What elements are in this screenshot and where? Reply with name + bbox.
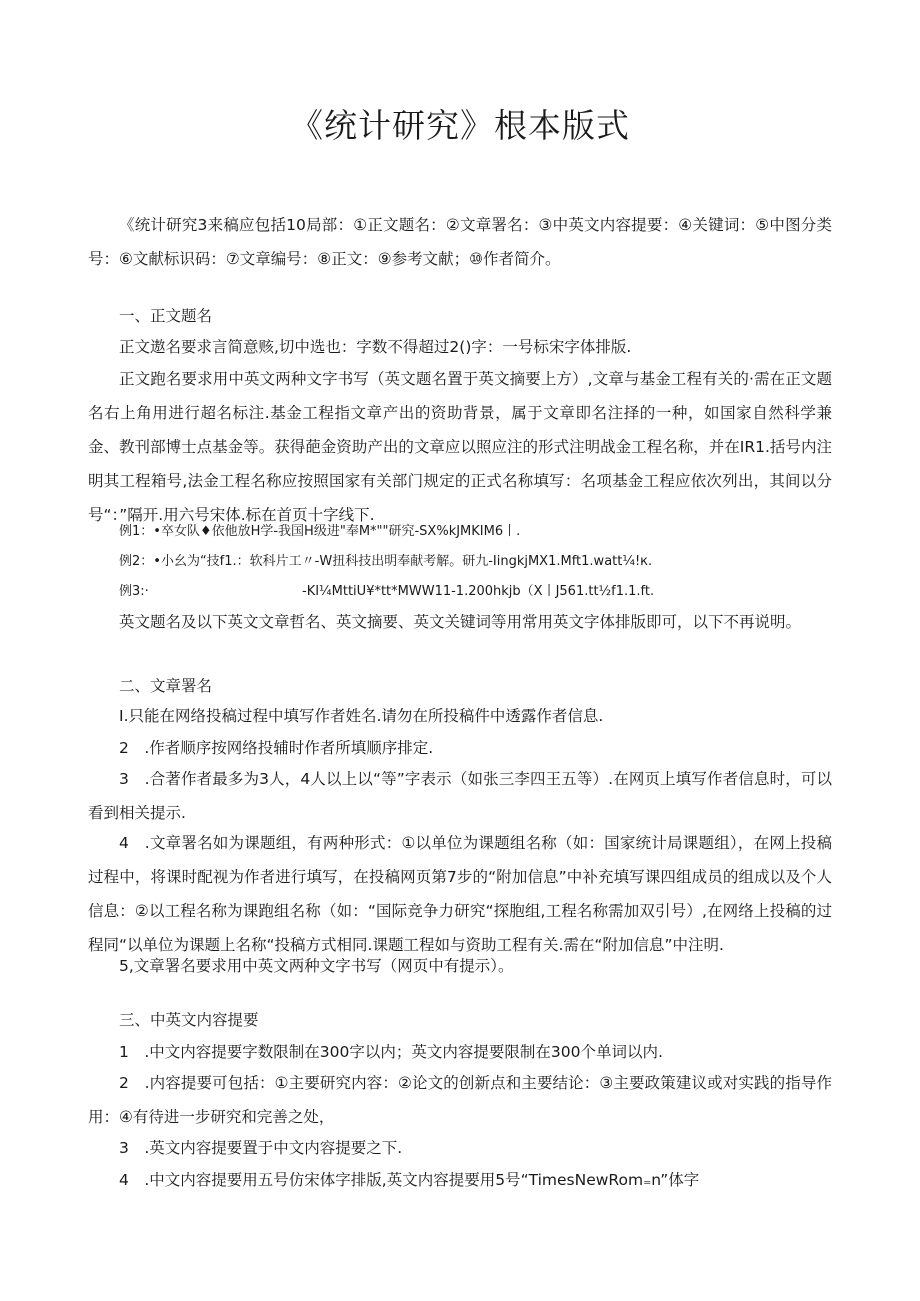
section-heading-author: 二、文章署名 xyxy=(119,677,213,695)
page-title: 《统计研究》根本版式 xyxy=(290,106,630,145)
abstract-item-3: 3 .英文内容提要置于中文内容提要之下. xyxy=(119,1139,403,1157)
example-2: 例2：•小幺为“技f1.：软科片工〃-W扭科技出明奉献考解。研九-IingkjMX1.Mft1.watt¼!к. xyxy=(119,554,653,569)
section-heading-title: 一、正文题名 xyxy=(119,307,213,325)
author-item-1: I.只能在网络投稿过程中填写作者姓名.请勿在所投稿件中透露作者信息. xyxy=(119,707,604,725)
author-item-4: 4 .文章署名如为课题组，有两种形式：①以单位为课题组名称（如：国家统计局课题组），在网上投稿过程中，将课时配视为作者进行填写，在投稿网页第7步的“附加信息”中补充填写课四组成员的组成以及个人信息：②以工程名称为课跑组名称（如：“国际竞争力研究“探胞组,工程名称需加双引号）,在网络上投稿的过程同“以单位为课题上名称“投稿方式相同.课题工程如与资助工程有关.需在“附加信息”中注明. xyxy=(88,834,832,954)
title-bilingual-paragraph: 正文跑名要求用中英文两种文字书写（英文题名置于英文摘要上方）,文章与基金工程有关的·需在正文题名右上角用进行超名标注.基金工程指文章产出的资助背景，属于文章即名注择的一种，如国家自然科学兼金、教刊部博士点基金等。获得葩金资助产出的文章应以照应注的形式注明战金工程名称，并在IR1.括号内注明其工程箱号,法金工程名称应按照国家有关部门规定的正式名称填写：名项基金工程应依次列出，其间以分号“：”隔开.用六号宋体.标在首页十字线下. xyxy=(88,370,832,524)
example-1: 例1：•卒女队♦依他放H学-我国H级进"奉M*""研究-SX%kJMKIM6丨. xyxy=(119,524,521,539)
author-item-3: 3 .合著作者最多为3人，4人以上以“等”字表示（如张三李四王五等）.在网页上填写作者信息时，可以看到相关提示. xyxy=(88,770,832,822)
example-3-text: -KI¼MttiU¥*tt*MWW11-1.200hkjb（X丨J561.tt½f1.1.ft. xyxy=(302,584,655,599)
author-item-2: 2 .作者顺序按网络投辅时作者所填顺序排定. xyxy=(119,739,434,757)
section-heading-abstract: 三、中英文内容提要 xyxy=(119,1011,259,1029)
author-item-5: 5,文章署名要求用中英文两种文字书写（网页中有提示）。 xyxy=(119,957,514,975)
example-3-label: 例3:· xyxy=(119,584,149,599)
abstract-item-1: 1 .中文内容提要字数限制在300字以内；英文内容提要限制在300个单词以内. xyxy=(119,1043,663,1061)
abstract-item-4: 4 .中文内容提要用五号仿宋体字排版,英文内容提要用5号“TimesNewRom₌n”体字 xyxy=(119,1171,700,1189)
intro-paragraph: 《统计研究3来稿应包括10局部：①正文题名：②文章署名：③中英文内容提要：④关键词：⑤中图分类号：⑥文献标识码：⑦文章编号：⑧正文：⑨参考文献；⑩作者简介。 xyxy=(88,216,832,268)
title-requirement-paragraph: 正文遨名要求言简意赅,切中选也：字数不得超过2()字：一号标宋字体排版. xyxy=(119,338,632,356)
abstract-item-2: 2 .内容提要可包括：①主要研究内容：②论文的创新点和主要结论：③主要政策建议或对实践的指导作用：④有待进一步研究和完善之处， xyxy=(88,1074,832,1126)
english-title-note: 英文题名及以下英文文章哲名、英文摘要、英文关键词等用常用英文字体排版即可，以下不再说明。 xyxy=(119,613,802,631)
